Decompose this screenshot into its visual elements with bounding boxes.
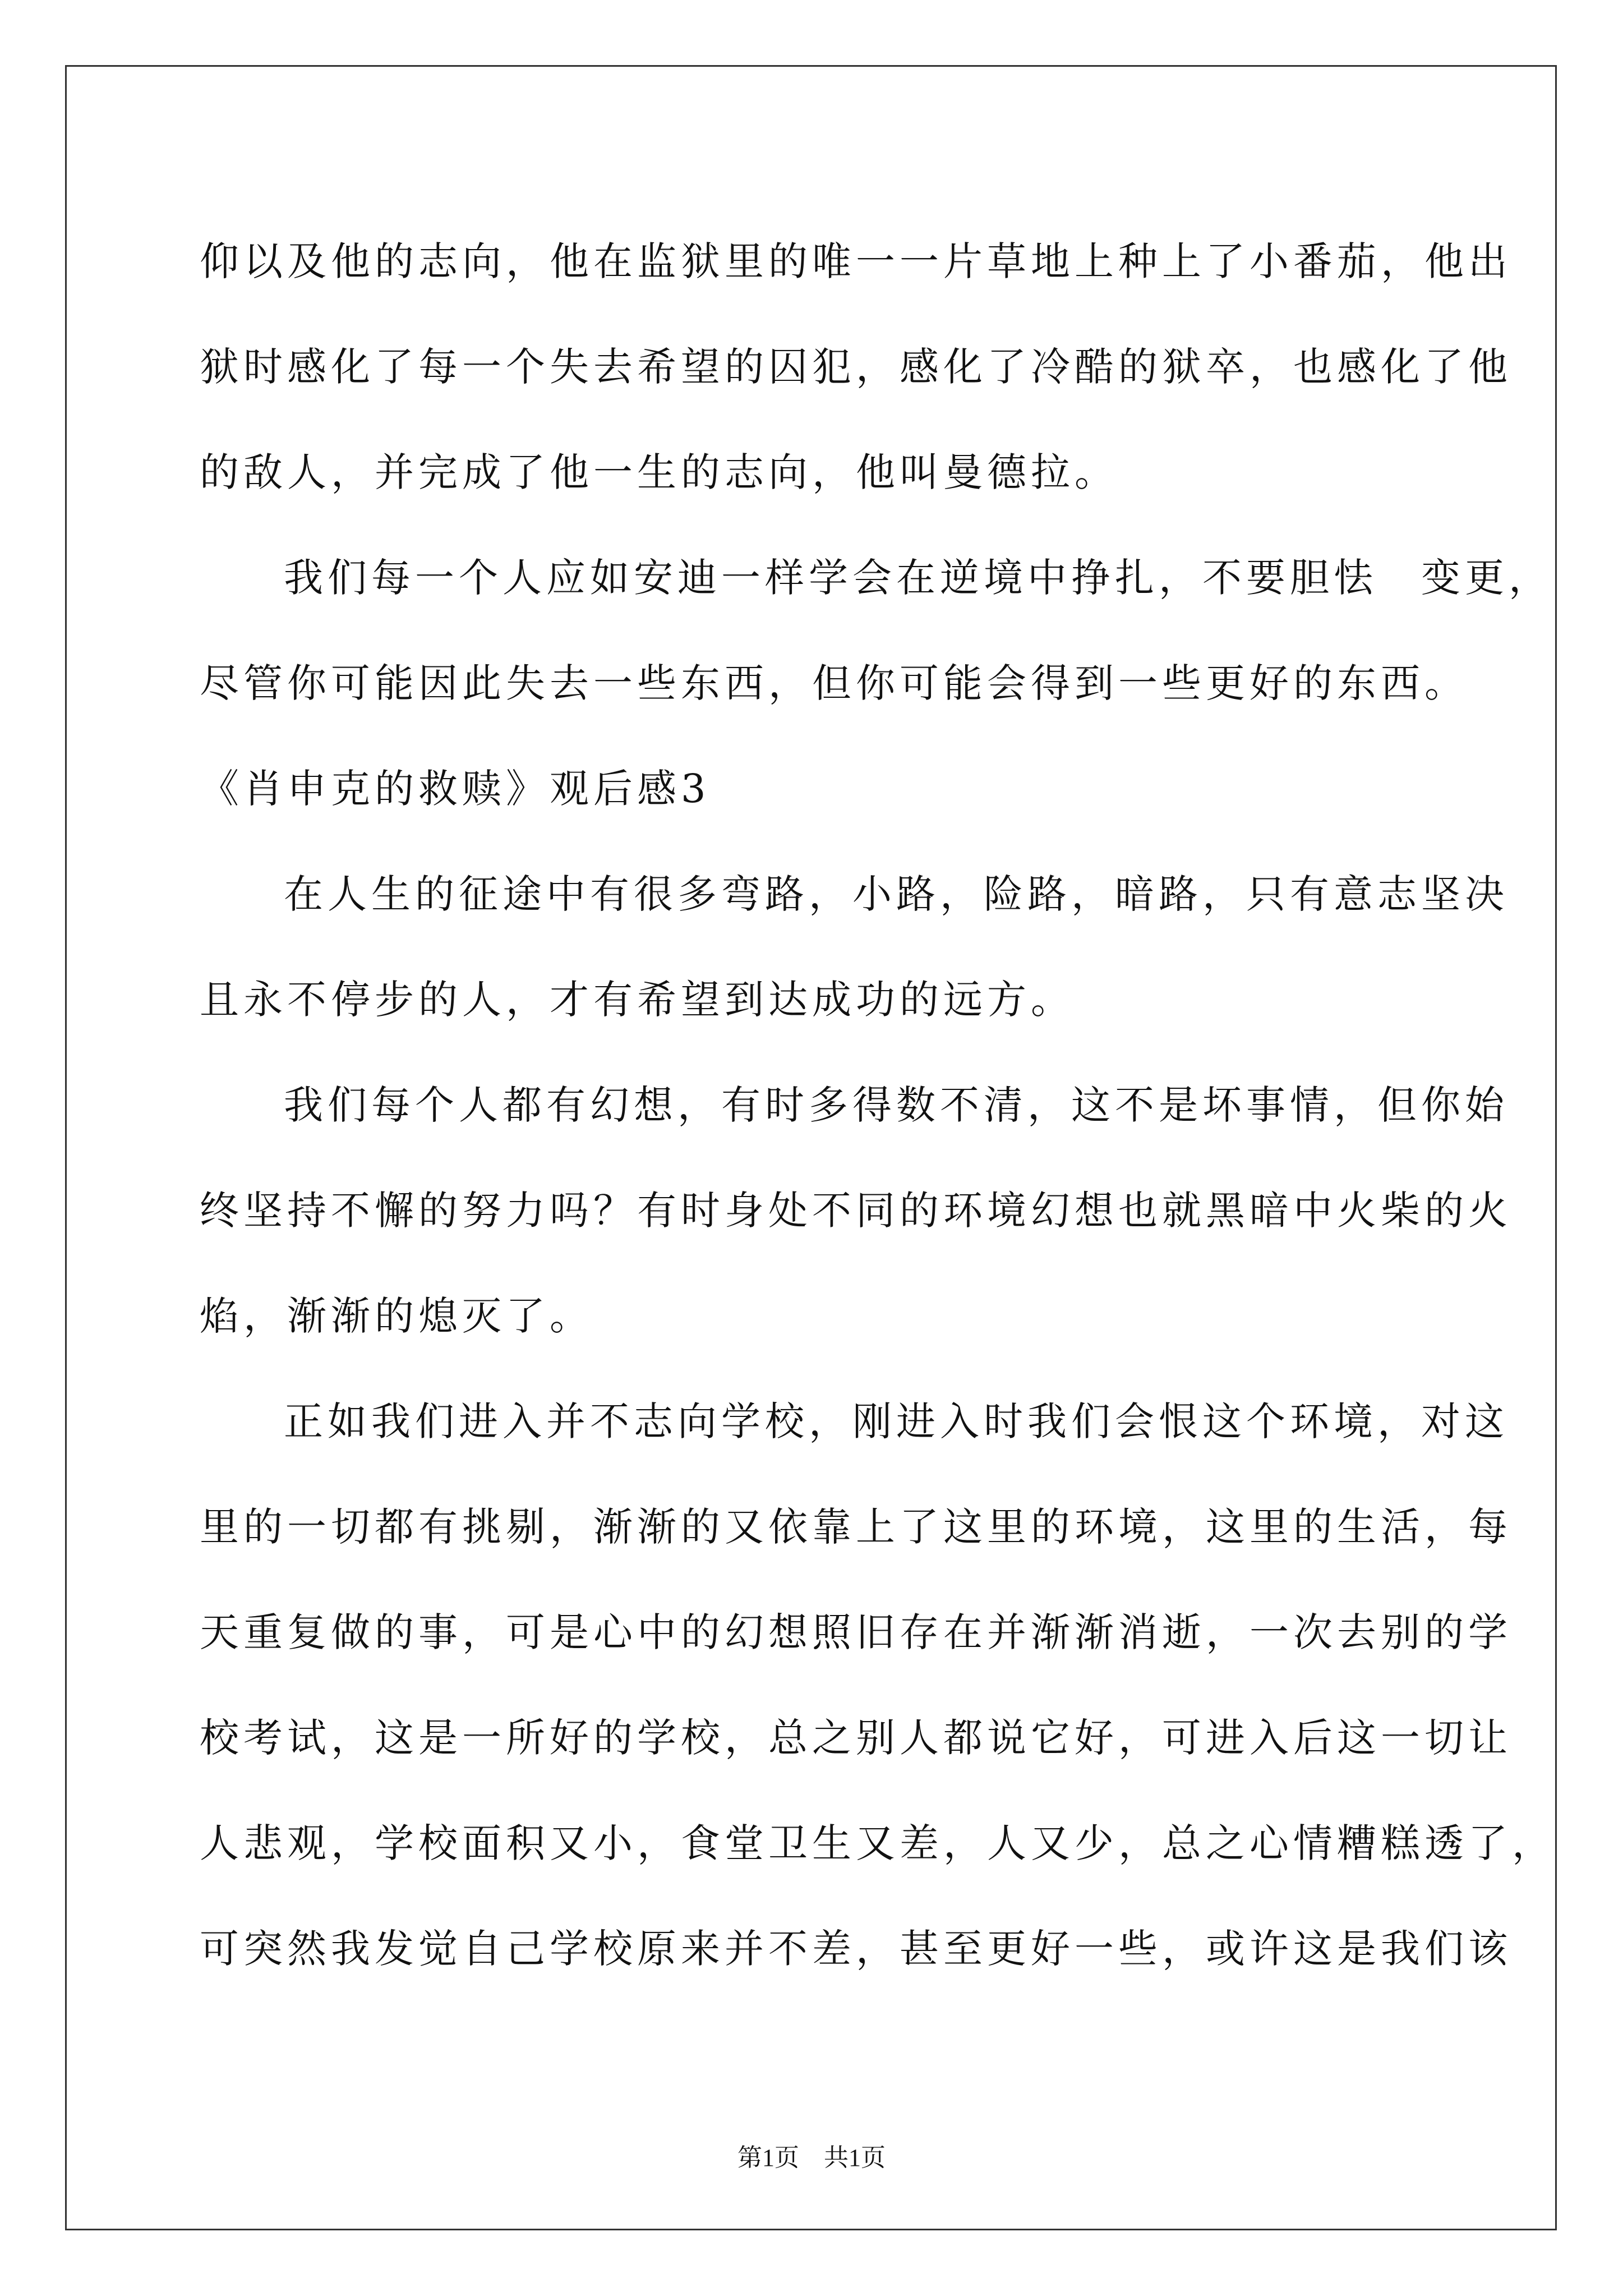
- text-line: 可突然我发觉自己学校原来并不差，甚至更好一些，或许这是我们该: [200, 1926, 1512, 1972]
- page-number-footer: 第1页 共1页: [737, 2144, 886, 2171]
- text-line: 里的一切都有挑剔，渐渐的又依靠上了这里的环境，这里的生活，每: [200, 1504, 1512, 1550]
- paragraph-first-line: 在人生的征途中有很多弯路，小路，险路，暗路，只有意志坚决: [284, 871, 1509, 917]
- text-line: 仰以及他的志向，他在监狱里的唯一一片草地上种上了小番茄，他出: [200, 238, 1512, 284]
- text-line: 终坚持不懈的努力吗？有时身处不同的环境幻想也就黑暗中火柴的火: [200, 1188, 1512, 1234]
- paragraph-first-line: 正如我们进入并不志向学校，刚进入时我们会恨这个环境，对这: [284, 1398, 1509, 1444]
- paragraph-first-line: 我们每一个人应如安迪一样学会在逆境中挣扎，不要胆怯 变更，: [284, 555, 1552, 601]
- text-line: 的敌人，并完成了他一生的志向，他叫曼德拉。: [200, 449, 1118, 495]
- text-line: 狱时感化了每一个失去希望的囚犯，感化了冷酷的狱卒，也感化了他: [200, 344, 1512, 390]
- section-heading: 《肖申克的救赎》观后感3: [200, 766, 711, 812]
- text-line: 人悲观，学校面积又小，食堂卫生又差，人又少，总之心情糟糕透了，: [200, 1820, 1556, 1866]
- text-line: 天重复做的事，可是心中的幻想照旧存在并渐渐消逝，一次去别的学: [200, 1609, 1512, 1655]
- document-body: [200, 209, 1556, 2001]
- text-line: 焰，渐渐的熄灭了。: [200, 1293, 593, 1339]
- text-line: 校考试，这是一所好的学校，总之别人都说它好，可进入后这一切让: [200, 1715, 1512, 1761]
- text-line: 且永不停步的人，才有希望到达成功的远方。: [200, 977, 1075, 1023]
- paragraph-first-line: 我们每个人都有幻想，有时多得数不清，这不是坏事情，但你始: [284, 1082, 1509, 1128]
- text-line: 尽管你可能因此失去一些东西，但你可能会得到一些更好的东西。: [200, 660, 1468, 706]
